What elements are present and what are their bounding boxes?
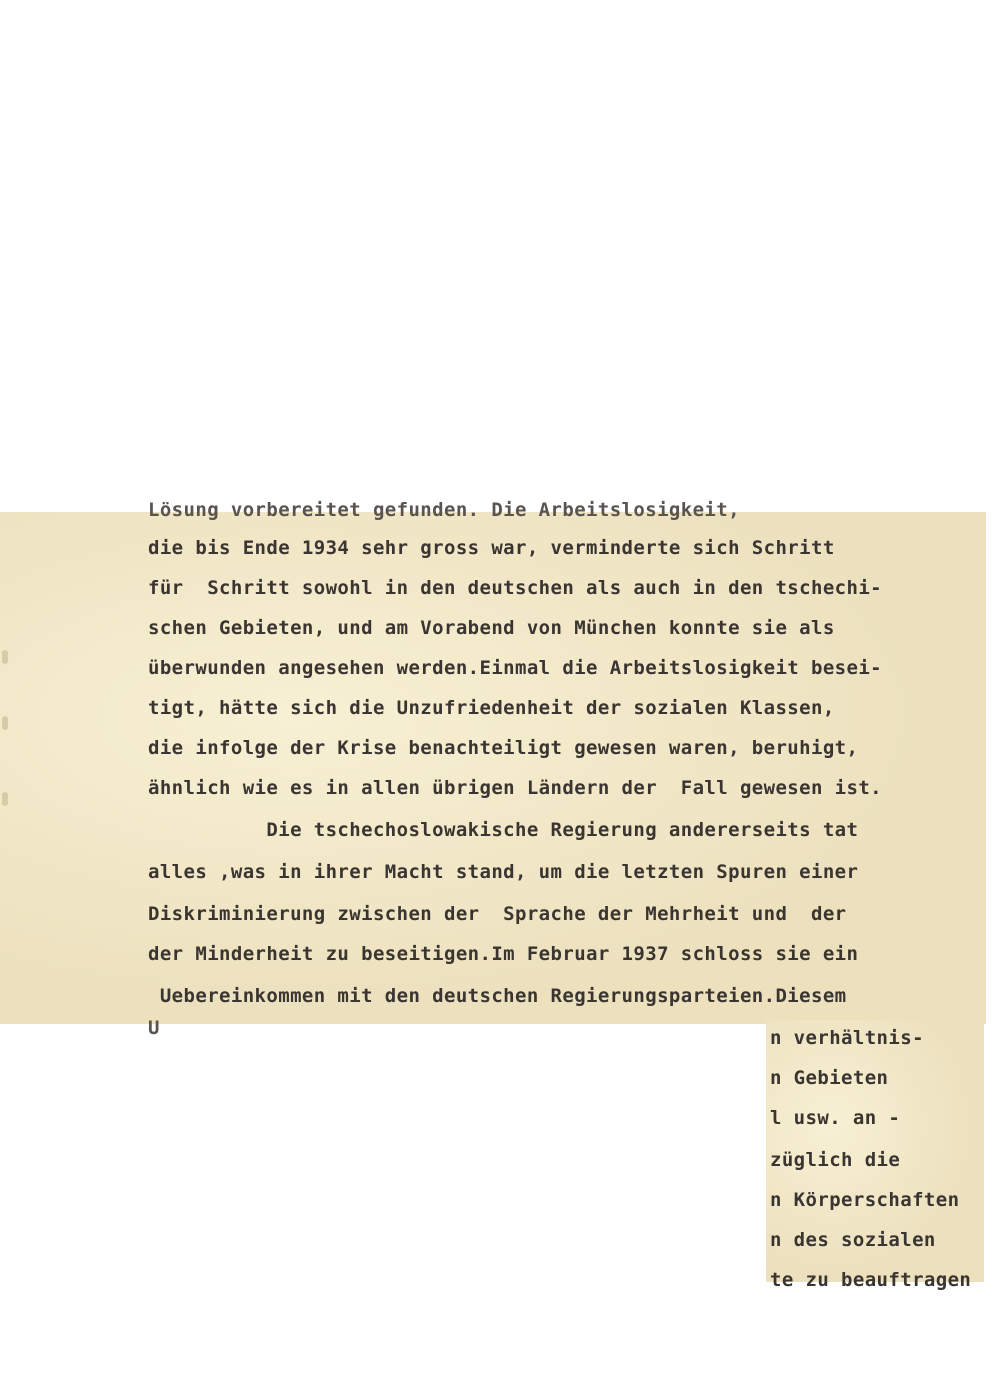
right-line-7: te zu beauftragen: [770, 1269, 972, 1291]
text-line-11: der Minderheit zu beseitigen.Im Februar 1937 schloss sie ein: [148, 943, 859, 965]
text-line-6: die infolge der Krise benachteiligt gewesen waren, beruhigt,: [148, 737, 859, 759]
punch-mark: [2, 650, 8, 664]
right-line-4: züglich die: [770, 1149, 901, 1171]
text-line-10: Diskriminierung zwischen der Sprache der Mehrheit und der: [148, 903, 847, 925]
text-line-8: Die tschechoslowakische Regierung andererseits tat: [148, 819, 859, 841]
text-line-13: U: [148, 1017, 160, 1039]
text-line-5: tigt, hätte sich die Unzufriedenheit der sozialen Klassen,: [148, 697, 835, 719]
right-line-2: n Gebieten: [770, 1067, 889, 1089]
text-line-1: die bis Ende 1934 sehr gross war, verminderte sich Schritt: [148, 537, 835, 559]
clipped-top-line: Lösung vorbereitet gefunden. Die Arbeitslosigkeit,: [148, 499, 740, 521]
text-line-2: für Schritt sowohl in den deutschen als auch in den tschechi-: [148, 577, 883, 599]
right-line-5: n Körperschaften: [770, 1189, 960, 1211]
text-line-12: Uebereinkommen mit den deutschen Regierungsparteien.Diesem: [148, 985, 847, 1007]
right-line-6: n des sozialen: [770, 1229, 936, 1251]
right-line-1: n verhältnis-: [770, 1027, 924, 1049]
text-line-9: alles ,was in ihrer Macht stand, um die letzten Spuren einer: [148, 861, 859, 883]
text-line-3: schen Gebieten, und am Vorabend von München konnte sie als: [148, 617, 835, 639]
document-fragment-right: [766, 1020, 984, 1291]
punch-mark: [2, 716, 8, 730]
right-line-3: l usw. an -: [770, 1107, 901, 1129]
punch-mark: [2, 792, 8, 806]
text-line-7: ähnlich wie es in allen übrigen Ländern der Fall gewesen ist.: [148, 777, 883, 799]
text-line-4: überwunden angesehen werden.Einmal die Arbeitslosigkeit besei-: [148, 657, 883, 679]
